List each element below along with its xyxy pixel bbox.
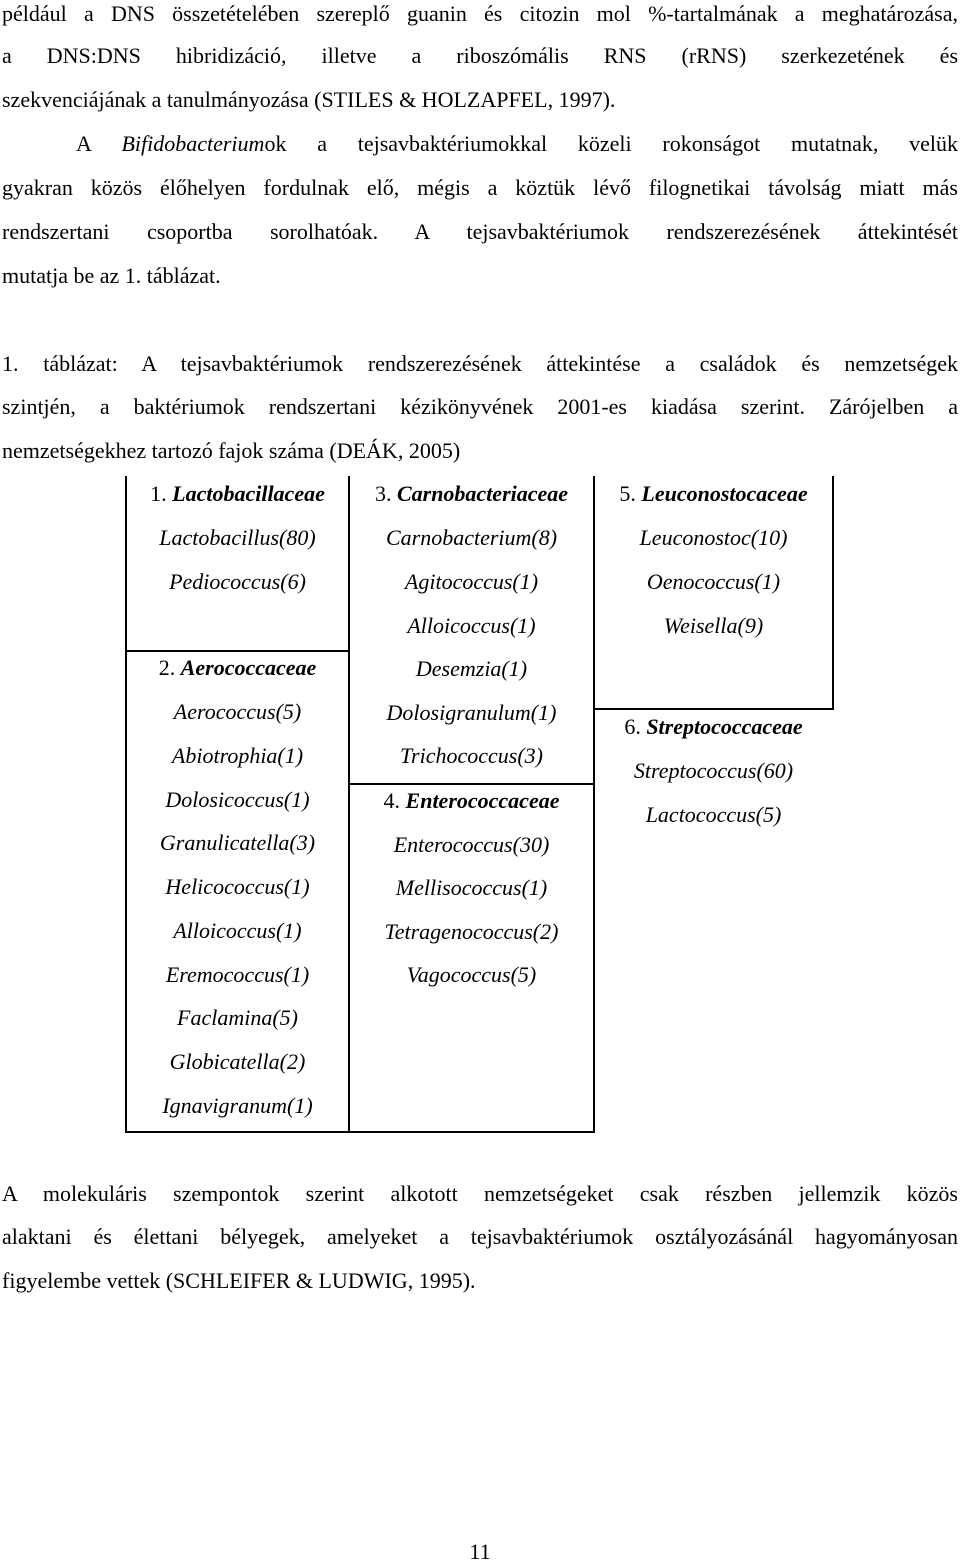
- table-divider-row-col1: [125, 650, 350, 652]
- genus-entry: Trichococcus(3): [400, 743, 543, 768]
- genus-entry: Dolosicoccus(1): [165, 787, 310, 812]
- family-heading: 3. Carnobacteriaceae: [374, 481, 569, 506]
- text-line: szekvenciájának a tanulmányozása (STILES & HOLZAPFEL, 1997).: [2, 87, 616, 112]
- genus-entry: Ignavigranum(1): [162, 1093, 313, 1118]
- text-line: figyelembe vettek (SCHLEIFER & LUDWIG, 1995).: [2, 1268, 476, 1293]
- family-heading: 1. Lactobacillaceae: [150, 481, 325, 506]
- genus-entry: Helicococcus(1): [165, 874, 310, 899]
- genus-entry: Aerococcus(5): [173, 699, 302, 724]
- table-divider-row-col3: [593, 708, 834, 710]
- genus-entry: Enterococcus(30): [393, 832, 550, 857]
- genus-entry: Agitococcus(1): [404, 569, 539, 594]
- genus-entry: Pediococcus(6): [169, 569, 306, 594]
- genus-entry: Streptococcus(60): [633, 758, 794, 783]
- genus-entry: Mellisococcus(1): [395, 875, 548, 900]
- family-heading: 5. Leuconostocaceae: [619, 481, 808, 506]
- genus-entry: Abiotrophia(1): [171, 743, 304, 768]
- table-divider-row-col2: [348, 783, 595, 785]
- family-heading: 4. Enterococcaceae: [383, 788, 560, 813]
- page-number: 11: [469, 1539, 491, 1564]
- text-line: A molekuláris szempontok szerint alkotott nemzetségeket csak részben jellemzik közös: [2, 1181, 958, 1206]
- genus-entry: Globicatella(2): [169, 1049, 306, 1074]
- caption-line: nemzetségekhez tartozó fajok száma (DEÁK, 2005): [2, 438, 461, 463]
- text-line: gyakran közös élőhelyen fordulnak elő, mégis a köztük lévő filognetikai távolság miatt más: [2, 175, 958, 200]
- text-line: rendszertani csoportba sorolhatóak. A tejsavbaktériumok rendszerezésének áttekintését: [2, 219, 958, 244]
- genus-entry: Faclamina(5): [177, 1005, 298, 1030]
- genus-entry: Lactococcus(5): [645, 802, 782, 827]
- text-line: A Bifidobacteriumok a tejsavbaktériumokkal közeli rokonságot mutatnak, velük: [76, 131, 958, 156]
- genus-entry: Leuconostoc(10): [639, 525, 788, 550]
- genus-entry: Lactobacillus(80): [159, 525, 316, 550]
- genus-entry: Dolosigranulum(1): [386, 700, 557, 725]
- caption-line: szintjén, a baktériumok rendszertani kézikönyvének 2001-es kiadása szerint. Zárójelben a: [2, 394, 958, 419]
- genus-entry: Carnobacterium(8): [385, 525, 558, 550]
- caption-line: 1. táblázat: A tejsavbaktériumok rendszerezésének áttekintése a családok és nemzetségek: [2, 351, 958, 376]
- family-heading: 2. Aerococcaceae: [158, 655, 317, 680]
- taxonomy-table: [125, 476, 834, 1133]
- genus-entry: Desemzia(1): [415, 656, 528, 681]
- table-border-bottom: [125, 1131, 595, 1133]
- text-line: alaktani és élettani bélyegek, amelyeket a tejsavbaktériumok osztályozásánál hagyományosan: [2, 1224, 958, 1249]
- genus-entry: Weisella(9): [663, 613, 764, 638]
- italic-term: Bifidobacterium: [121, 131, 265, 156]
- genus-entry: Alloicoccus(1): [407, 613, 536, 638]
- genus-entry: Eremococcus(1): [165, 962, 310, 987]
- genus-entry: Vagococcus(5): [406, 962, 537, 987]
- genus-entry: Oenococcus(1): [646, 569, 781, 594]
- text-line: mutatja be az 1. táblázat.: [2, 263, 221, 288]
- genus-entry: Tetragenococcus(2): [384, 919, 559, 944]
- text-line: a DNS:DNS hibridizáció, illetve a riboszómális RNS (rRNS) szerkezetének és: [2, 43, 958, 68]
- genus-entry: Alloicoccus(1): [173, 918, 302, 943]
- text-line: például a DNS összetételében szereplő guanin és citozin mol %-tartalmának a meghatározása,: [2, 1, 958, 26]
- family-heading: 6. Streptococcaceae: [624, 714, 803, 739]
- genus-entry: Granulicatella(3): [159, 830, 316, 855]
